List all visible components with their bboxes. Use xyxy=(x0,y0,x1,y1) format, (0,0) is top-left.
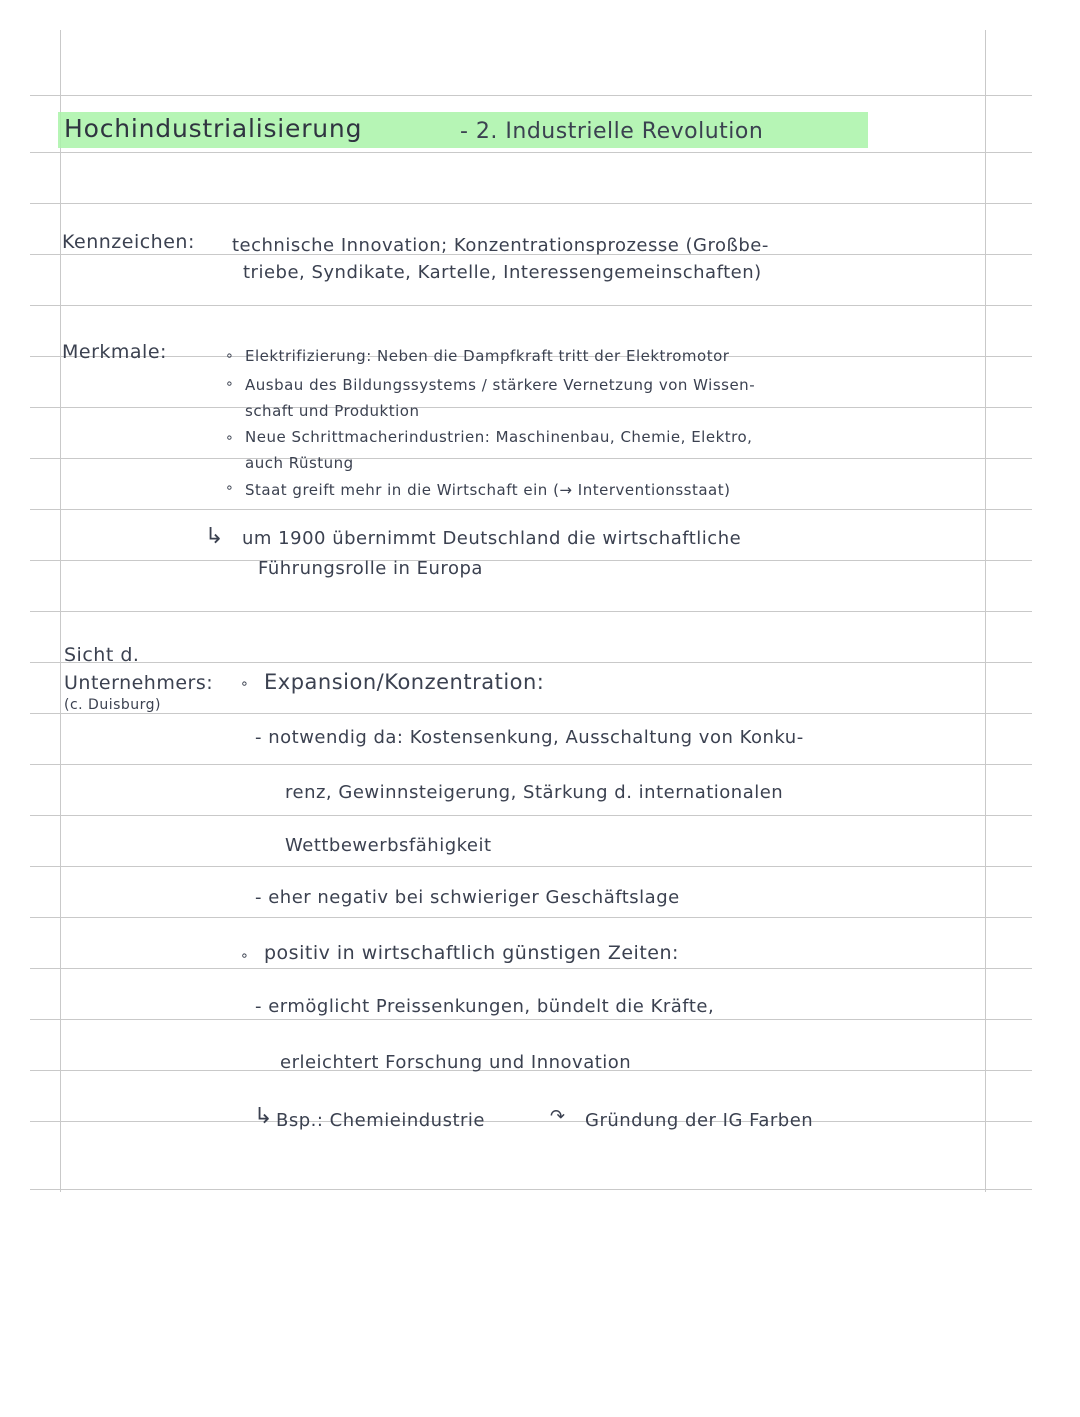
ruled-line xyxy=(30,662,1032,663)
ruled-line xyxy=(30,815,1032,816)
unternehmer-label-3: (c. Duisburg) xyxy=(64,697,162,713)
example-result: Gründung der IG Farben xyxy=(585,1110,814,1131)
ruled-line xyxy=(30,968,1032,969)
conclusion-line-2: Führungsrolle in Europa xyxy=(258,558,483,579)
unternehmer-label-1: Sicht d. xyxy=(64,644,140,666)
kennzeichen-label: Kennzeichen: xyxy=(62,231,195,253)
ruled-line xyxy=(30,1019,1032,1020)
bullet-icon: ∘ xyxy=(240,676,250,692)
merkmal-item: Elektrifizierung: Neben die Dampfkraft tritt der Elektromotor xyxy=(245,347,730,365)
ruled-line xyxy=(30,1189,1032,1190)
kennzeichen-line-2: triebe, Syndikate, Kartelle, Interessengemeinschaften) xyxy=(243,262,762,283)
curve-arrow-icon: ↷ xyxy=(550,1106,566,1127)
merkmal-item: Ausbau des Bildungssystems / stärkere Vernetzung von Wissen- xyxy=(245,376,756,394)
page-subtitle: - 2. Industrielle Revolution xyxy=(460,119,764,144)
conclusion-line-1: um 1900 übernimmt Deutschland die wirtschaftliche xyxy=(242,528,742,549)
example-label: Bsp.: Chemieindustrie xyxy=(276,1110,485,1131)
bullet-icon: ∘ xyxy=(225,348,235,364)
unternehmer-line: erleichtert Forschung und Innovation xyxy=(280,1052,632,1073)
margin-line-right xyxy=(985,30,986,1192)
return-arrow-icon: ↳ xyxy=(205,524,224,549)
merkmale-label: Merkmale: xyxy=(62,341,167,363)
ruled-line xyxy=(30,407,1032,408)
margin-line-left xyxy=(60,30,61,1192)
ruled-line xyxy=(30,866,1032,867)
merkmal-item: Staat greift mehr in die Wirtschaft ein (→ Interventionsstaat) xyxy=(245,481,731,499)
ruled-line xyxy=(30,917,1032,918)
bullet-icon: ∘ xyxy=(225,376,235,392)
expansion-heading: Expansion/Konzentration: xyxy=(264,670,545,694)
ruled-line xyxy=(30,611,1032,612)
ruled-line xyxy=(30,305,1032,306)
unternehmer-line: renz, Gewinnsteigerung, Stärkung d. internationalen xyxy=(285,782,784,803)
ruled-line xyxy=(30,458,1032,459)
unternehmer-line: Wettbewerbsfähigkeit xyxy=(285,835,492,856)
ruled-line xyxy=(30,152,1032,153)
unternehmer-line: - notwendig da: Kostensenkung, Ausschaltung von Konku- xyxy=(255,727,804,748)
bullet-icon: ∘ xyxy=(225,430,235,446)
ruled-line xyxy=(30,713,1032,714)
merkmal-item: Neue Schrittmacherindustrien: Maschinenbau, Chemie, Elektro, xyxy=(245,428,753,446)
bullet-icon: ∘ xyxy=(240,948,250,964)
unternehmer-line: - ermöglicht Preissenkungen, bündelt die Kräfte, xyxy=(255,996,715,1017)
ruled-line xyxy=(30,95,1032,96)
unternehmer-line: - eher negativ bei schwieriger Geschäftslage xyxy=(255,887,680,908)
ruled-line xyxy=(30,509,1032,510)
ruled-line xyxy=(30,764,1032,765)
return-arrow-icon: ↳ xyxy=(254,1104,273,1129)
unternehmer-label-2: Unternehmers: xyxy=(64,672,214,694)
merkmal-item-continued: schaft und Produktion xyxy=(245,402,420,420)
ruled-line xyxy=(30,1121,1032,1122)
ruled-line xyxy=(30,203,1032,204)
ruled-line xyxy=(30,560,1032,561)
kennzeichen-line-1: technische Innovation; Konzentrationsprozesse (Großbe- xyxy=(232,235,769,256)
bullet-icon: ∘ xyxy=(225,480,235,496)
merkmal-item-continued: auch Rüstung xyxy=(245,454,354,472)
unternehmer-line: positiv in wirtschaftlich günstigen Zeiten: xyxy=(264,942,679,964)
page-title: Hochindustrialisierung xyxy=(64,114,363,143)
